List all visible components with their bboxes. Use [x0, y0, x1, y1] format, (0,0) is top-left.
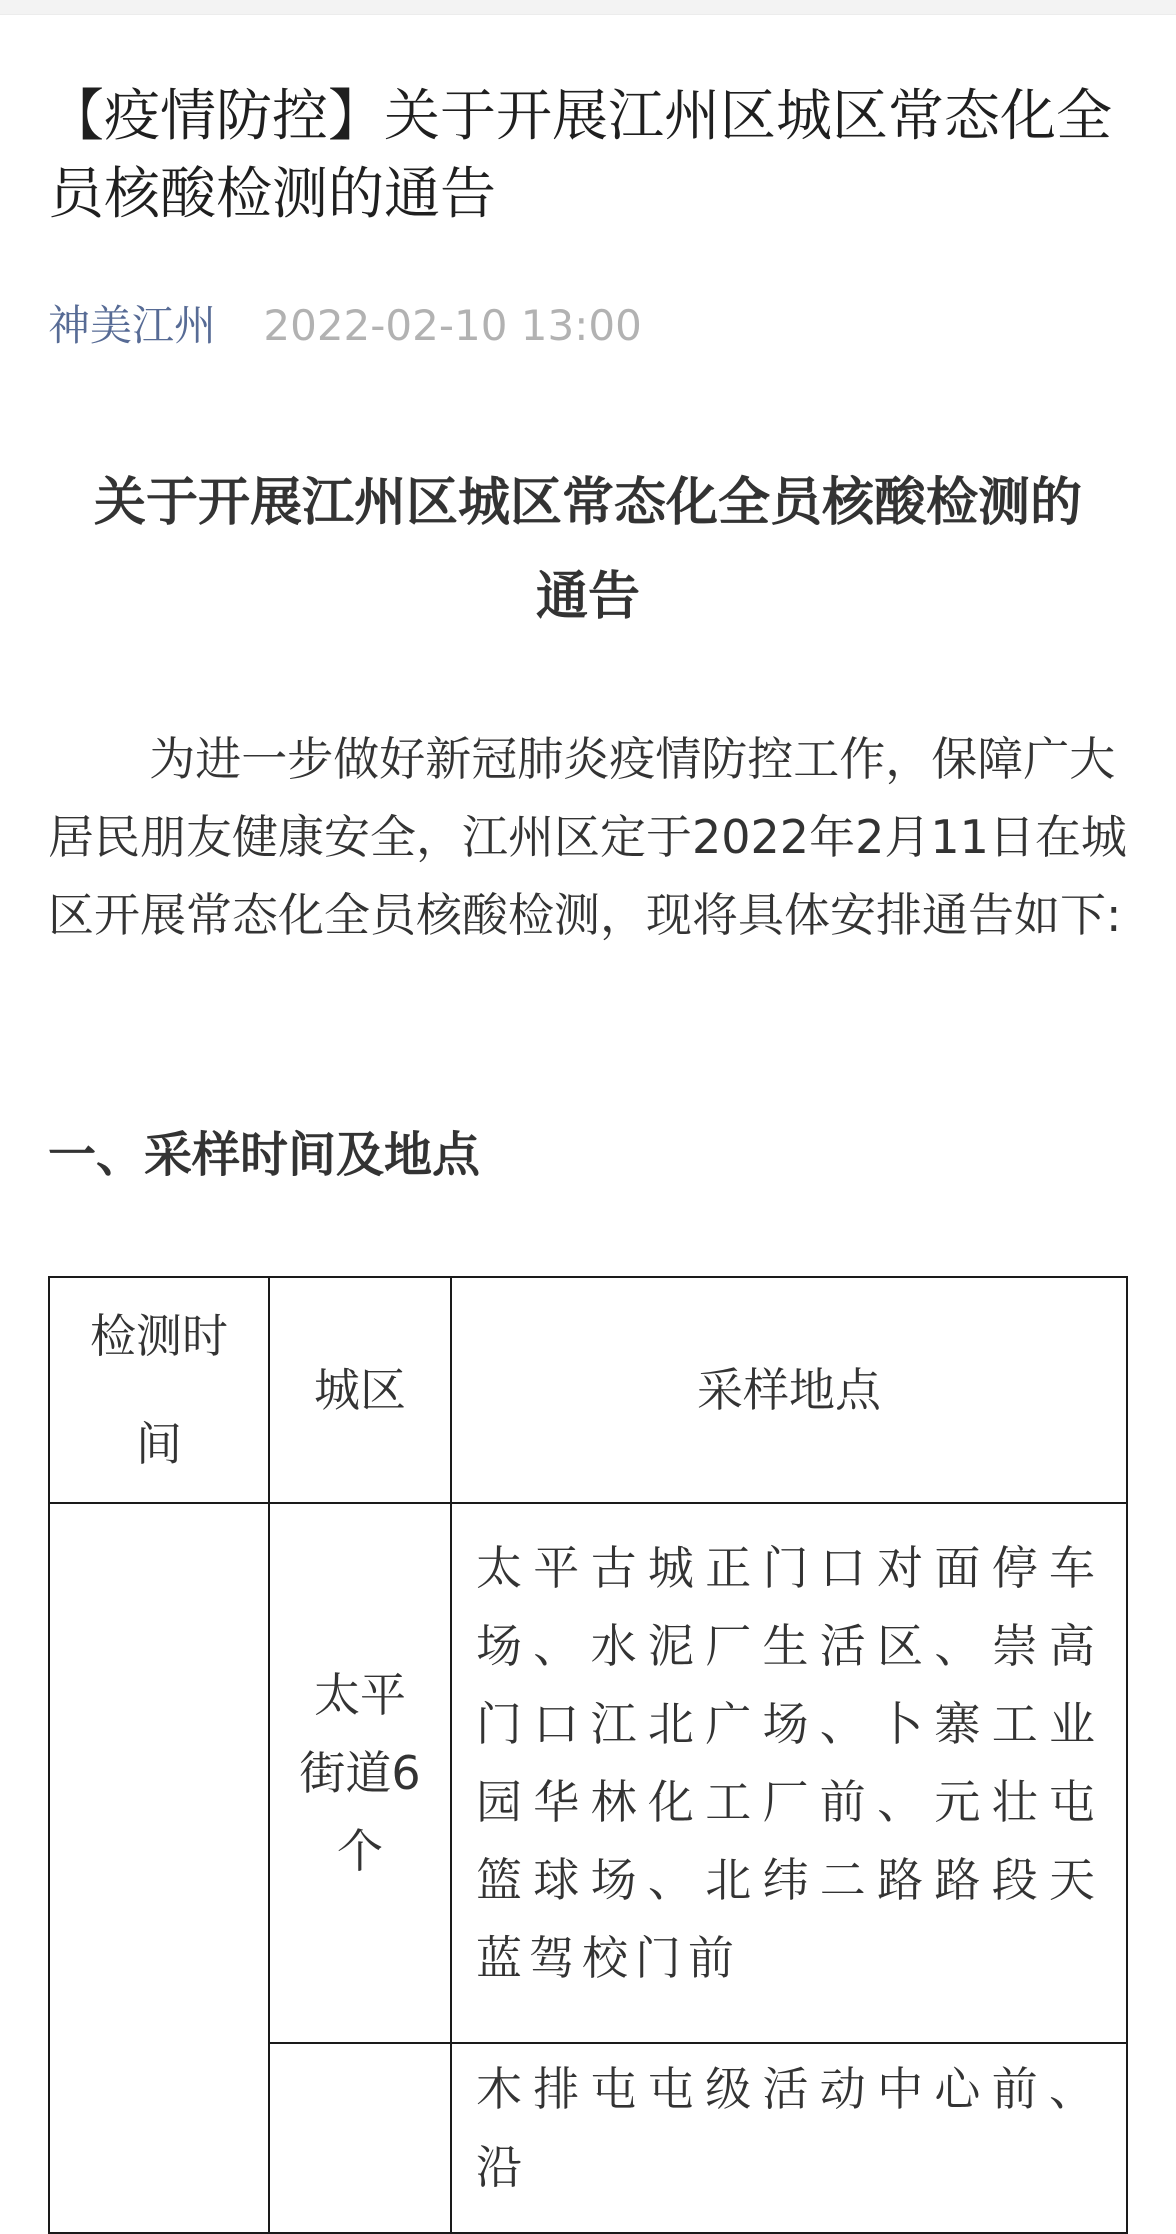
- header-site: 采样地点: [451, 1277, 1127, 1503]
- header-time: 检测时间: [49, 1277, 269, 1503]
- article-meta: [48, 296, 642, 356]
- intro-paragraph: 为进一步做好新冠肺炎疫情防控工作，保障广大居民朋友健康安全，江州区定于2022年2月11日在城区开展常态化全员核酸检测，现将具体安排通告如下:: [48, 732, 1127, 942]
- account-name-link[interactable]: 神美江州: [48, 301, 217, 350]
- time-cell: [49, 1503, 269, 2233]
- sampling-schedule-table: [48, 1276, 1128, 2234]
- area-cell: 太平街道6个: [269, 1503, 451, 2043]
- publish-time: 2022-02-10 13:00: [263, 301, 642, 350]
- header-area: 城区: [269, 1277, 451, 1503]
- article-title: 【疫情防控】关于开展江州区城区常态化全员核酸检测的通告: [48, 84, 1112, 227]
- area-cell: [269, 2043, 451, 2233]
- top-status-strip: [0, 0, 1176, 15]
- site-cell: 太平古城正门口对面停车场、水泥厂生活区、崇高门口江北广场、卜寨工业园华林化工厂前、元壮屯篮球场、北纬二路路段天蓝驾校门前: [451, 1503, 1127, 2043]
- notice-title: 关于开展江州区城区常态化全员核酸检测的通告: [93, 473, 1082, 627]
- table-header-row: [49, 1277, 1127, 1503]
- table-row: [49, 1503, 1127, 2043]
- section-heading: 一、采样时间及地点: [48, 1127, 481, 1183]
- site-cell: 木排屯屯级活动中心前、沿: [451, 2043, 1127, 2233]
